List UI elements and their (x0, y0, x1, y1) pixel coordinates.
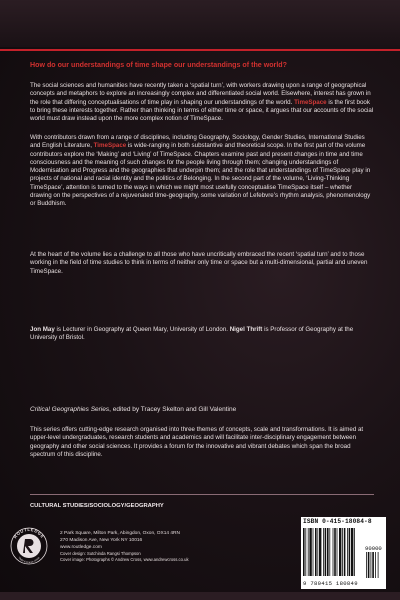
barcode-bar (325, 528, 327, 576)
barcode-bar (344, 528, 346, 576)
barcode-bar (349, 528, 351, 576)
headline-question: How do our understandings of time shape our understandings of the world? (30, 61, 287, 69)
logo-wordmark: ROUTLEDGE (12, 526, 46, 540)
series-heading (30, 406, 374, 414)
barcode-bar (347, 528, 348, 576)
barcode-bar (354, 528, 355, 576)
barcode (302, 528, 384, 580)
paragraph-contributors-after: is wide-ranging in both substantive and theoretical scope. In the first part of the volume contributors explore the ‘Making’ and ‘Living’ of TimeSpace. Chapters examine past and present changes in time and time consciousness and the meaning of such changes for the people living through them; changing understandings of Modernisation and Progress and the geographies that underpin them; and the role that understandings of TimeSpace play in projects of national and racial identity and the politics of Belonging. In the second part of the volume, ‘Living-Thinking TimeSpace’, attention is turned to the ways in which we might most usefully conceptualise TimeSpace itself – whether drawing on the perspectives of a rejuvenated time-geography, some variation of Lefebvre’s rhythm analysis, phenomenology or Buddhism. (30, 142, 371, 208)
paragraph-challenge: At the heart of the volume lies a challenge to all those who have uncritically embraced the recent ‘spatial turn’ and to those working in the field of time studies to think in terms of neither only time or space but a multi-dimensional, partial and uneven TimeSpace. (30, 251, 368, 275)
logo-subtitle: Taylor & Francis Group (17, 556, 41, 565)
barcode-bar (303, 528, 305, 576)
barcode-addon-number: 90000 (365, 545, 382, 552)
barcode-addon-bar (375, 552, 376, 578)
paragraph-contributors-before: With contributors drawn from a range of disciplines, including Geography, Sociology, Gender Studies, International Studies and English Literature, (30, 134, 365, 150)
publisher-info (60, 530, 210, 563)
accent-rule (0, 49, 400, 51)
barcode-addon-bar (371, 552, 372, 578)
cover-image-credit: Cover image: Photographs © Andrew Cross, www.andrewcross.co.uk (60, 557, 189, 562)
barcode-bar (309, 528, 311, 576)
author-name: Nigel Thrift (229, 326, 263, 333)
title-highlight: TimeSpace (294, 98, 327, 106)
barcode-bar (319, 528, 321, 576)
barcode-addon-bar (378, 552, 379, 578)
barcode-bar (342, 528, 343, 576)
paragraph-intro (30, 82, 374, 123)
routledge-logo (9, 526, 49, 566)
barcode-bar (315, 528, 317, 576)
bottom-band (0, 592, 400, 600)
barcode-addon-bar (366, 552, 367, 578)
publisher-address-us: 270 Madison Ave, New York NY 10016 (60, 538, 143, 543)
series-description: This series offers cutting-edge research organised into three themes of concepts, scale and transformations. It is aimed at upper-level undergraduates, research students and academics and will facilitate inter-disciplinary engagement between geography and other social sciences. It provides a forum for the innovative and vibrant debates which span the broad spectrum of this discipline. (30, 426, 364, 458)
subject-category: CULTURAL STUDIES/SOCIOLOGY/GEOGRAPHY (30, 503, 164, 509)
author-bio: is Lecturer in Geography at Queen Mary, University of London. (54, 326, 230, 333)
author-bio: is Professor of Geography at the University of Bristol. (30, 326, 354, 342)
paragraph-intro-after: is the first book to bring these interests together. Rather than thinking in terms of either time or space, it argues that our accounts of the social world must draw instead upon the more complex notion of TimeSpace. (30, 98, 374, 123)
barcode-bar (323, 528, 324, 576)
barcode-bar (339, 528, 341, 576)
barcode-bar (317, 528, 318, 576)
divider (30, 494, 374, 495)
paragraph-intro-before: The social sciences and humanities have recently taken a ‘spatial turn’, with workers drawing upon a range of geographical concepts and metaphors to explore an increasingly complex and differentiated social world. Elsewhere, interest has grown in the role that differing conceptualisations of time play in shaping our understandings of the world. (30, 82, 371, 106)
author-name: Jon May (30, 326, 55, 333)
barcode-bar (327, 528, 329, 576)
series-name: Critical Geographies Series (30, 406, 110, 413)
barcode-bar (351, 528, 353, 576)
barcode-bar (333, 528, 334, 576)
paragraph-contributors (30, 134, 374, 209)
publisher-address-uk: 2 Park Square, Milton Park, Abingdon, Oxon, OX14 4RN (60, 531, 180, 536)
barcode-number: 9 780415 180849 (303, 580, 358, 587)
barcode-addon-bar (372, 552, 374, 578)
isbn-label: ISBN 0-415-18084-8 (303, 518, 372, 525)
barcode-bar (313, 528, 314, 576)
barcode-bar (334, 528, 336, 576)
series-editors: , edited by Tracey Skelton and Gill Valentine (109, 406, 237, 413)
title-highlight: TimeSpace (93, 142, 127, 150)
barcode-bar (308, 528, 309, 576)
barcode-bar (329, 528, 330, 576)
author-bios (30, 326, 374, 343)
barcode-addon-bar (368, 552, 370, 578)
top-band (0, 0, 400, 47)
barcode-bar (337, 528, 338, 576)
barcode-bar (305, 528, 306, 576)
publisher-website: www.routledge.com (60, 545, 102, 550)
cover-design-credit: Cover design: Sutchinda Rangsi Thompson (60, 551, 141, 556)
